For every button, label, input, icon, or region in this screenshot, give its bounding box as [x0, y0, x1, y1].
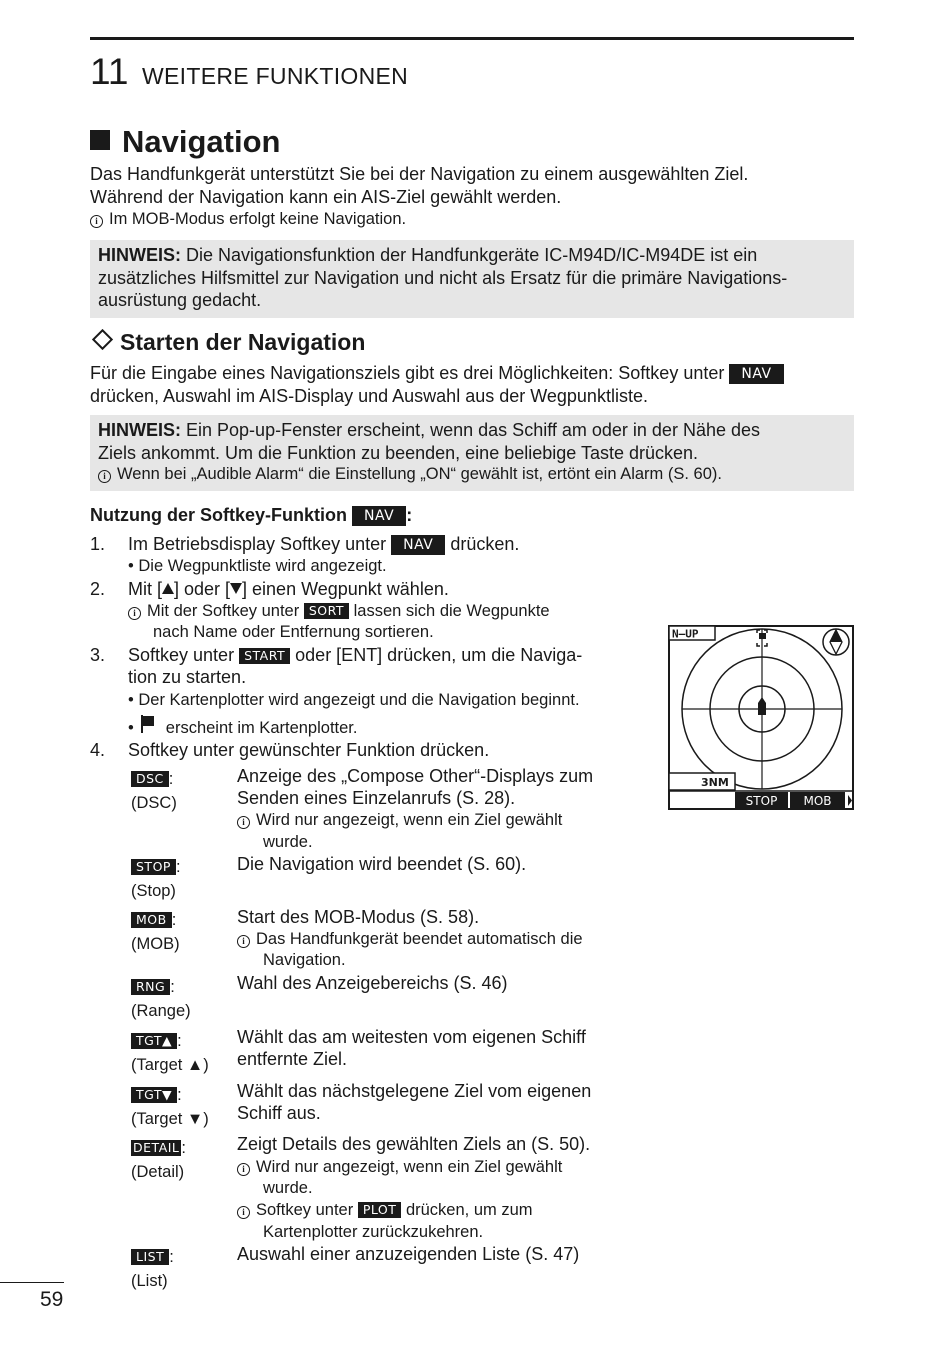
function-label: (Stop) — [131, 882, 176, 900]
function-label: (DSC) — [131, 794, 177, 812]
square-bullet-icon — [90, 130, 110, 150]
step-number: 4. — [90, 740, 106, 760]
plotter-screen-illustration — [668, 625, 855, 811]
info-icon: i — [90, 215, 103, 228]
note-box-1: HINWEIS: Die Navigationsfunktion der Handfunkgeräte IC-M94D/IC-M94DE ist ein zusätzliches Hilfsmittel zur Navigation und nicht als Ersatz für die primäre Navigations- ausrüstung gedacht. — [90, 240, 854, 318]
range-label: 3NM — [701, 776, 729, 789]
step-2-info: i Mit der Softkey unter SORT lassen sich die Wegpunkte — [128, 601, 550, 623]
usage-heading: Nutzung der Softkey-Funktion NAV : — [90, 505, 413, 525]
chapter-title: WEITERE FUNKTIONEN — [142, 63, 409, 89]
function-desc: Zeigt Details des gewählten Ziels an (S. 50). — [237, 1134, 591, 1154]
flag-icon — [140, 715, 154, 733]
function-desc: Die Navigation wird beendet (S. 60). — [237, 854, 527, 874]
intro-line-2: Während der Navigation kann ein AIS-Ziel gewählt werden. — [90, 187, 562, 207]
function-desc: Auswahl einer anzuzeigenden Liste (S. 47) — [237, 1244, 580, 1264]
step-4: Softkey unter gewünschter Funktion drücken. — [128, 740, 490, 760]
function-info: i Das Handfunkgerät beendet automatisch die — [237, 929, 583, 951]
function-key-dsc: DSC : — [131, 769, 173, 791]
function-desc: Wählt das nächstgelegene Ziel vom eigenen — [237, 1081, 592, 1101]
function-info-cont: Kartenplotter zurückzukehren. — [263, 1223, 484, 1241]
info-icon: i — [237, 816, 250, 829]
function-key-detail: DETAIL : — [133, 1139, 186, 1157]
function-key-stop: STOP : — [131, 857, 181, 879]
function-label: (MOB) — [131, 935, 180, 953]
softkey-sort: SORT — [304, 603, 349, 619]
function-label: (Range) — [131, 1002, 191, 1020]
step-3: Softkey unter START oder [ENT] drücken, um die Naviga- — [128, 645, 583, 665]
step-2: Mit [ ] oder [ ] einen Wegpunkt wählen. — [128, 579, 449, 599]
chapter-number: 11 — [90, 51, 129, 92]
info-icon: i — [98, 470, 111, 483]
subsection-title: Starten der Navigation — [90, 328, 365, 356]
softkey-nav: NAV — [352, 506, 406, 526]
function-key-tgt-down: TGT▼ : — [131, 1085, 182, 1107]
step-number: 2. — [90, 579, 106, 599]
intro-info: i Im MOB-Modus erfolgt keine Navigation. — [90, 209, 406, 231]
step-1: Im Betriebsdisplay Softkey unter NAV drücken. — [128, 534, 520, 554]
function-desc: entfernte Ziel. — [237, 1049, 348, 1069]
function-desc: Anzeige des „Compose Other“-Displays zum — [237, 766, 594, 786]
function-desc: Senden eines Einzelanrufs (S. 28). — [237, 788, 516, 808]
function-info-cont: wurde. — [263, 833, 313, 851]
function-info: i Softkey unter PLOT drücken, um zum — [237, 1200, 533, 1222]
flag-icon — [759, 633, 766, 639]
step-number: 1. — [90, 534, 106, 554]
function-desc: Wahl des Anzeigebereichs (S. 46) — [237, 973, 508, 993]
softkey-start: START — [239, 648, 290, 664]
function-desc: Schiff aus. — [237, 1103, 321, 1123]
function-info-cont: Navigation. — [263, 951, 346, 969]
function-label: (Target ▼) — [131, 1110, 209, 1128]
footer-rule — [0, 1282, 64, 1283]
function-label: (Target ▲) — [131, 1056, 209, 1074]
step-3-bullet-1: • Der Kartenplotter wird angezeigt und die Navigation beginnt. — [128, 691, 580, 709]
down-arrow-icon — [230, 583, 242, 594]
page-number: 59 — [40, 1288, 64, 1311]
step-number: 3. — [90, 645, 106, 665]
info-icon: i — [237, 935, 250, 948]
section-title: Navigation — [90, 124, 280, 160]
softkey-nav: NAV — [729, 364, 783, 384]
header-rule — [90, 37, 854, 40]
subsection-para-1: Für die Eingabe eines Navigationsziels gibt es drei Möglichkeiten: Softkey unter NAV — [90, 362, 784, 385]
function-desc: Start des MOB-Modus (S. 58). — [237, 907, 480, 927]
function-info: i Wird nur angezeigt, wenn ein Ziel gewählt — [237, 1157, 562, 1179]
step-1-bullet: • Die Wegpunktliste wird angezeigt. — [128, 557, 387, 575]
intro-line-1: Das Handfunkgerät unterstützt Sie bei der Navigation zu einem ausgewählten Ziel. — [90, 164, 749, 184]
diamond-icon — [92, 329, 113, 350]
note-box-2: HINWEIS: Ein Pop-up-Fenster erscheint, wenn das Schiff am oder in der Nähe des Ziels ankommt. Um die Funktion zu beenden, eine beliebige Taste drücken. i Wenn bei „Audible Alarm“ die Einstellung „ON“ gewählt ist, ertönt ein Alarm (S. 60). — [90, 415, 854, 491]
lcd-softkey-mob: MOB — [803, 794, 832, 808]
function-info: i Wird nur angezeigt, wenn ein Ziel gewählt — [237, 810, 562, 832]
info-icon: i — [237, 1206, 250, 1219]
function-key-list: LIST : — [131, 1247, 174, 1269]
function-label: (Detail) — [131, 1163, 185, 1181]
mode-label: N–UP — [672, 627, 699, 641]
up-arrow-icon — [162, 583, 174, 594]
softkey-nav: NAV — [391, 535, 445, 555]
info-icon: i — [128, 607, 141, 620]
note-label: HINWEIS: — [98, 245, 181, 265]
function-key-rng: RNG : — [131, 977, 175, 999]
function-key-mob: MOB : — [131, 910, 176, 932]
softkey-plot: PLOT — [358, 1202, 402, 1218]
function-desc: Wählt das am weitesten vom eigenen Schiff — [237, 1027, 586, 1047]
function-label: (List) — [131, 1272, 168, 1290]
info-icon: i — [237, 1163, 250, 1176]
step-3-cont: tion zu starten. — [128, 667, 247, 687]
function-key-tgt-up: TGT▲ : — [131, 1031, 182, 1053]
step-3-bullet-2: • erscheint im Kartenplotter. — [128, 715, 357, 740]
subsection-para-2: drücken, Auswahl im AIS-Display und Auswahl aus der Wegpunktliste. — [90, 386, 648, 406]
step-2-info-cont: nach Name oder Entfernung sortieren. — [153, 623, 434, 641]
lcd-softkey-stop: STOP — [745, 794, 778, 808]
function-info-cont: wurde. — [263, 1179, 313, 1197]
